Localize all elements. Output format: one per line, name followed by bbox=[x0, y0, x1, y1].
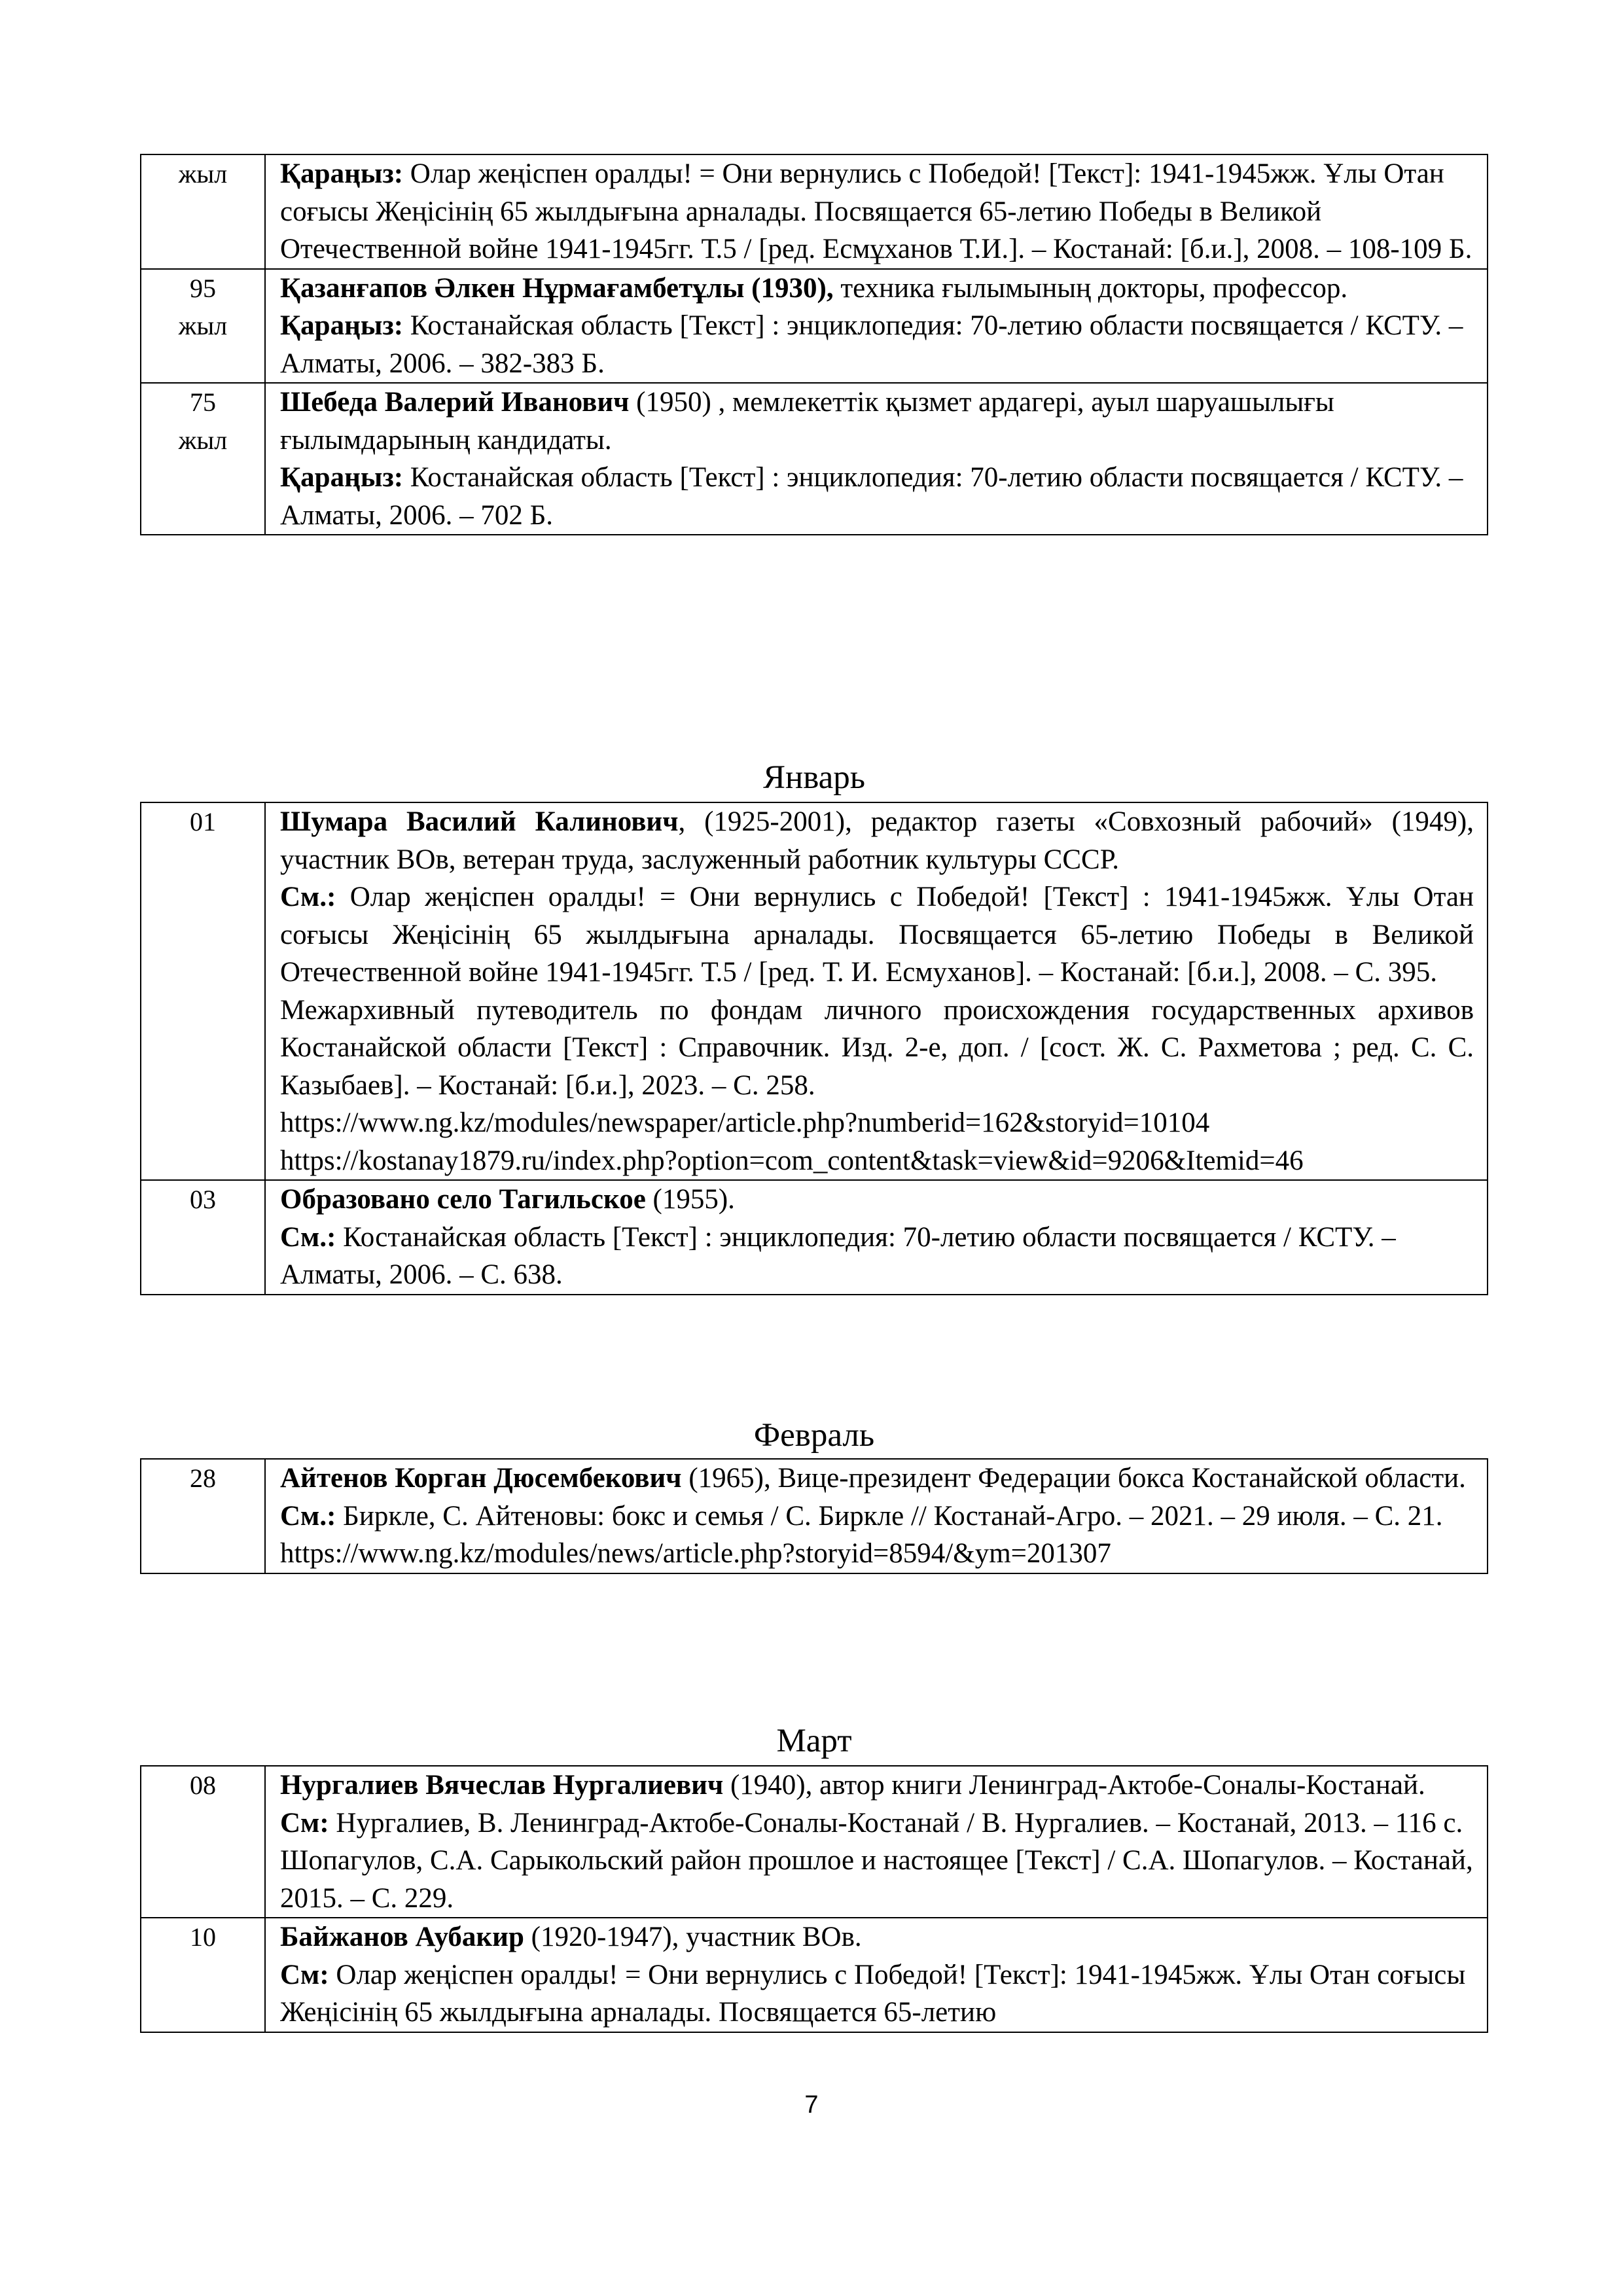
table-row bbox=[141, 1180, 1488, 1295]
entry-text: , (1925-2001), редактор газеты «Совхозный рабочий» (1949), участник ВОв, ветеран труда, заслуженный работник культуры СССР. bbox=[280, 806, 1474, 875]
month-heading-january: Январь bbox=[762, 759, 866, 796]
description-cell bbox=[265, 1766, 1488, 1918]
table-row bbox=[141, 269, 1488, 384]
entry-text: жыл bbox=[178, 425, 228, 455]
entry-text: Олар жеңіспен оралды! = Они вернулись с Победой! [Текст]: 1941-1945жж. Ұлы Отан соғысы Жеңісінің 65 жылдығына арналады. Посвящается 65-летию Победы в Великой Отечественной войне 1941-1945гг. Т.5 / [ред. Есмұханов Т.И.]. – Костанай: [б.и.], 2008. – 108-109 Б. bbox=[280, 158, 1472, 264]
entry-paragraph bbox=[280, 307, 1474, 382]
entry-text: Биркле, С. Айтеновы: бокс и семья / С. Биркле // Костанай-Агро. – 2021. – 29 июля. – С. 21. bbox=[336, 1500, 1443, 1532]
entry-text: жыл bbox=[178, 159, 228, 188]
entry-paragraph bbox=[280, 1498, 1474, 1535]
description-cell bbox=[265, 269, 1488, 384]
description-cell bbox=[265, 383, 1488, 535]
entry-text: Межархивный путеводитель по фондам личного происхождения государственных архивов Костанайской области [Текст] : Справочник. Изд. 2-е, доп. / [сост. Ж. С. Рахметова ; ред. С. С. Казыбаев]. – Костанай: [б.и.], 2023. – С. 258. bbox=[280, 994, 1474, 1101]
table-march bbox=[140, 1765, 1488, 2033]
table-row bbox=[141, 154, 1488, 269]
entry-text: https://kostanay1879.ru/index.php?option=com_content&task=view&id=9206&Itemid=46 bbox=[280, 1145, 1304, 1176]
bold-lead-text: Шебеда Валерий Иванович bbox=[280, 387, 630, 418]
description-cell bbox=[265, 802, 1488, 1180]
date-cell bbox=[141, 154, 265, 269]
entry-paragraph bbox=[280, 992, 1474, 1105]
table-row bbox=[141, 383, 1488, 535]
entry-text: 75 bbox=[190, 387, 216, 417]
entry-text: 28 bbox=[190, 1463, 216, 1493]
table-row bbox=[141, 1918, 1488, 2032]
bold-lead-text: Шумара Василий Калинович bbox=[280, 806, 679, 837]
table-row bbox=[141, 802, 1488, 1180]
table-row bbox=[141, 1766, 1488, 1918]
bold-lead-text: См.: bbox=[280, 1221, 336, 1253]
entry-text: Костанайская область [Текст] : энциклопедия: 70-летию области посвящается / КСТУ. – Алматы, 2006. – 702 Б. bbox=[280, 462, 1463, 531]
entry-text: (1955). bbox=[645, 1184, 735, 1215]
table-january bbox=[140, 802, 1488, 1295]
entry-paragraph bbox=[280, 803, 1474, 878]
entry-paragraph bbox=[280, 384, 1474, 459]
month-heading-february: Февраль bbox=[753, 1417, 875, 1454]
entry-paragraph bbox=[280, 1219, 1474, 1294]
entry-text: 95 bbox=[190, 273, 216, 303]
description-cell bbox=[265, 154, 1488, 269]
entry-paragraph bbox=[280, 1181, 1474, 1219]
entry-paragraph bbox=[280, 155, 1474, 268]
date-cell bbox=[141, 269, 265, 384]
bold-lead-text: Қараңыз: bbox=[280, 158, 404, 189]
link-text bbox=[280, 1142, 1474, 1180]
entry-text: 08 bbox=[190, 1770, 216, 1800]
bold-lead-text: Нургалиев Вячеслав Нургалиевич bbox=[280, 1770, 724, 1801]
entry-paragraph bbox=[280, 1460, 1474, 1498]
entry-paragraph bbox=[280, 1804, 1474, 1842]
entry-paragraph bbox=[280, 459, 1474, 534]
entry-text: (1950) , мемлекеттік қызмет ардагері, ауыл шаруашылығы ғылымдарының кандидаты. bbox=[280, 387, 1334, 456]
link-text bbox=[280, 1535, 1474, 1573]
date-cell bbox=[141, 802, 265, 1180]
bold-lead-text: Байжанов Аубакир bbox=[280, 1922, 524, 1952]
entry-text: Олар жеңіспен оралды! = Они вернулись с Победой! [Текст] : 1941-1945жж. Ұлы Отан соғысы Жеңісінің 65 жылдығына арналады. Посвящается 65-летию Победы в Великой Отечественной войне 1941-1945гг. Т.5 / [ред. Т. И. Есмуханов]. – Костанай: [б.и.], 2008. – С. 395. bbox=[280, 882, 1474, 988]
date-cell bbox=[141, 1180, 265, 1295]
entry-text: 10 bbox=[190, 1922, 216, 1952]
entry-paragraph bbox=[280, 1956, 1474, 2032]
description-cell bbox=[265, 1918, 1488, 2032]
entry-text: Олар жеңіспен оралды! = Они вернулись с Победой! [Текст]: 1941-1945жж. Ұлы Отан соғысы Жеңісінің 65 жылдығына арналады. Посвящается 65-летию bbox=[280, 1959, 1466, 2028]
bold-lead-text: См: bbox=[280, 1807, 329, 1839]
entry-text: https://www.ng.kz/modules/news/article.php?storyid=8594/&ym=201307 bbox=[280, 1538, 1111, 1569]
entry-text: https://www.ng.kz/modules/newspaper/article.php?numberid=162&storyid=10104 bbox=[280, 1107, 1210, 1138]
table-february bbox=[140, 1458, 1488, 1574]
entry-text: Костанайская область [Текст] : энциклопедия: 70-летию области посвящается / КСТУ. – Алматы, 2006. – С. 638. bbox=[280, 1221, 1396, 1290]
entry-paragraph bbox=[280, 878, 1474, 992]
entry-paragraph bbox=[280, 270, 1474, 308]
date-cell bbox=[141, 1766, 265, 1918]
link-text bbox=[280, 1104, 1474, 1142]
entry-text: (1940), автор книги Ленинград-Актобе-Соналы-Костанай. bbox=[723, 1770, 1425, 1801]
entry-text: 03 bbox=[190, 1185, 216, 1214]
entry-paragraph bbox=[280, 1842, 1474, 1917]
bold-lead-text: Айтенов Корган Дюсембекович bbox=[280, 1463, 682, 1494]
table-top-anniversaries bbox=[140, 154, 1488, 535]
entry-text: жыл bbox=[178, 311, 228, 340]
bold-lead-text: См.: bbox=[280, 1500, 336, 1532]
bold-lead-text: Образовано село Тагильское bbox=[280, 1184, 646, 1215]
bold-lead-text: Қазанғапов Әлкен Нұрмағамбетұлы (1930), bbox=[280, 272, 834, 304]
date-cell bbox=[141, 1918, 265, 2032]
entry-text: техника ғылымының докторы, профессор. bbox=[833, 272, 1348, 304]
description-cell bbox=[265, 1180, 1488, 1295]
date-cell bbox=[141, 1459, 265, 1573]
entry-text: Шопагулов, С.А. Сарыкольский район прошлое и настоящее [Текст] / С.А. Шопагулов. – Костанай, 2015. – С. 229. bbox=[280, 1845, 1473, 1914]
entry-paragraph bbox=[280, 1918, 1474, 1956]
entry-text: Костанайская область [Текст] : энциклопедия: 70-летию области посвящается / КСТУ. – Алматы, 2006. – 382-383 Б. bbox=[280, 310, 1463, 379]
description-cell bbox=[265, 1459, 1488, 1573]
bold-lead-text: Қараңыз: bbox=[280, 310, 404, 341]
bold-lead-text: См: bbox=[280, 1959, 329, 1990]
entry-paragraph bbox=[280, 1767, 1474, 1804]
entry-text: 01 bbox=[190, 807, 216, 836]
table-row bbox=[141, 1459, 1488, 1573]
entry-text: Нургалиев, В. Ленинград-Актобе-Соналы-Костанай / В. Нургалиев. – Костанай, 2013. – 116 с. bbox=[329, 1807, 1463, 1839]
bold-lead-text: См.: bbox=[280, 882, 336, 912]
entry-text: (1920-1947), участник ВОв. bbox=[524, 1922, 862, 1952]
entry-text: (1965), Вице-президент Федерации бокса Костанайской области. bbox=[681, 1463, 1466, 1494]
bold-lead-text: Қараңыз: bbox=[280, 462, 404, 493]
date-cell bbox=[141, 383, 265, 535]
page-number: 7 bbox=[804, 2091, 819, 2119]
month-heading-march: Март bbox=[776, 1723, 852, 1759]
